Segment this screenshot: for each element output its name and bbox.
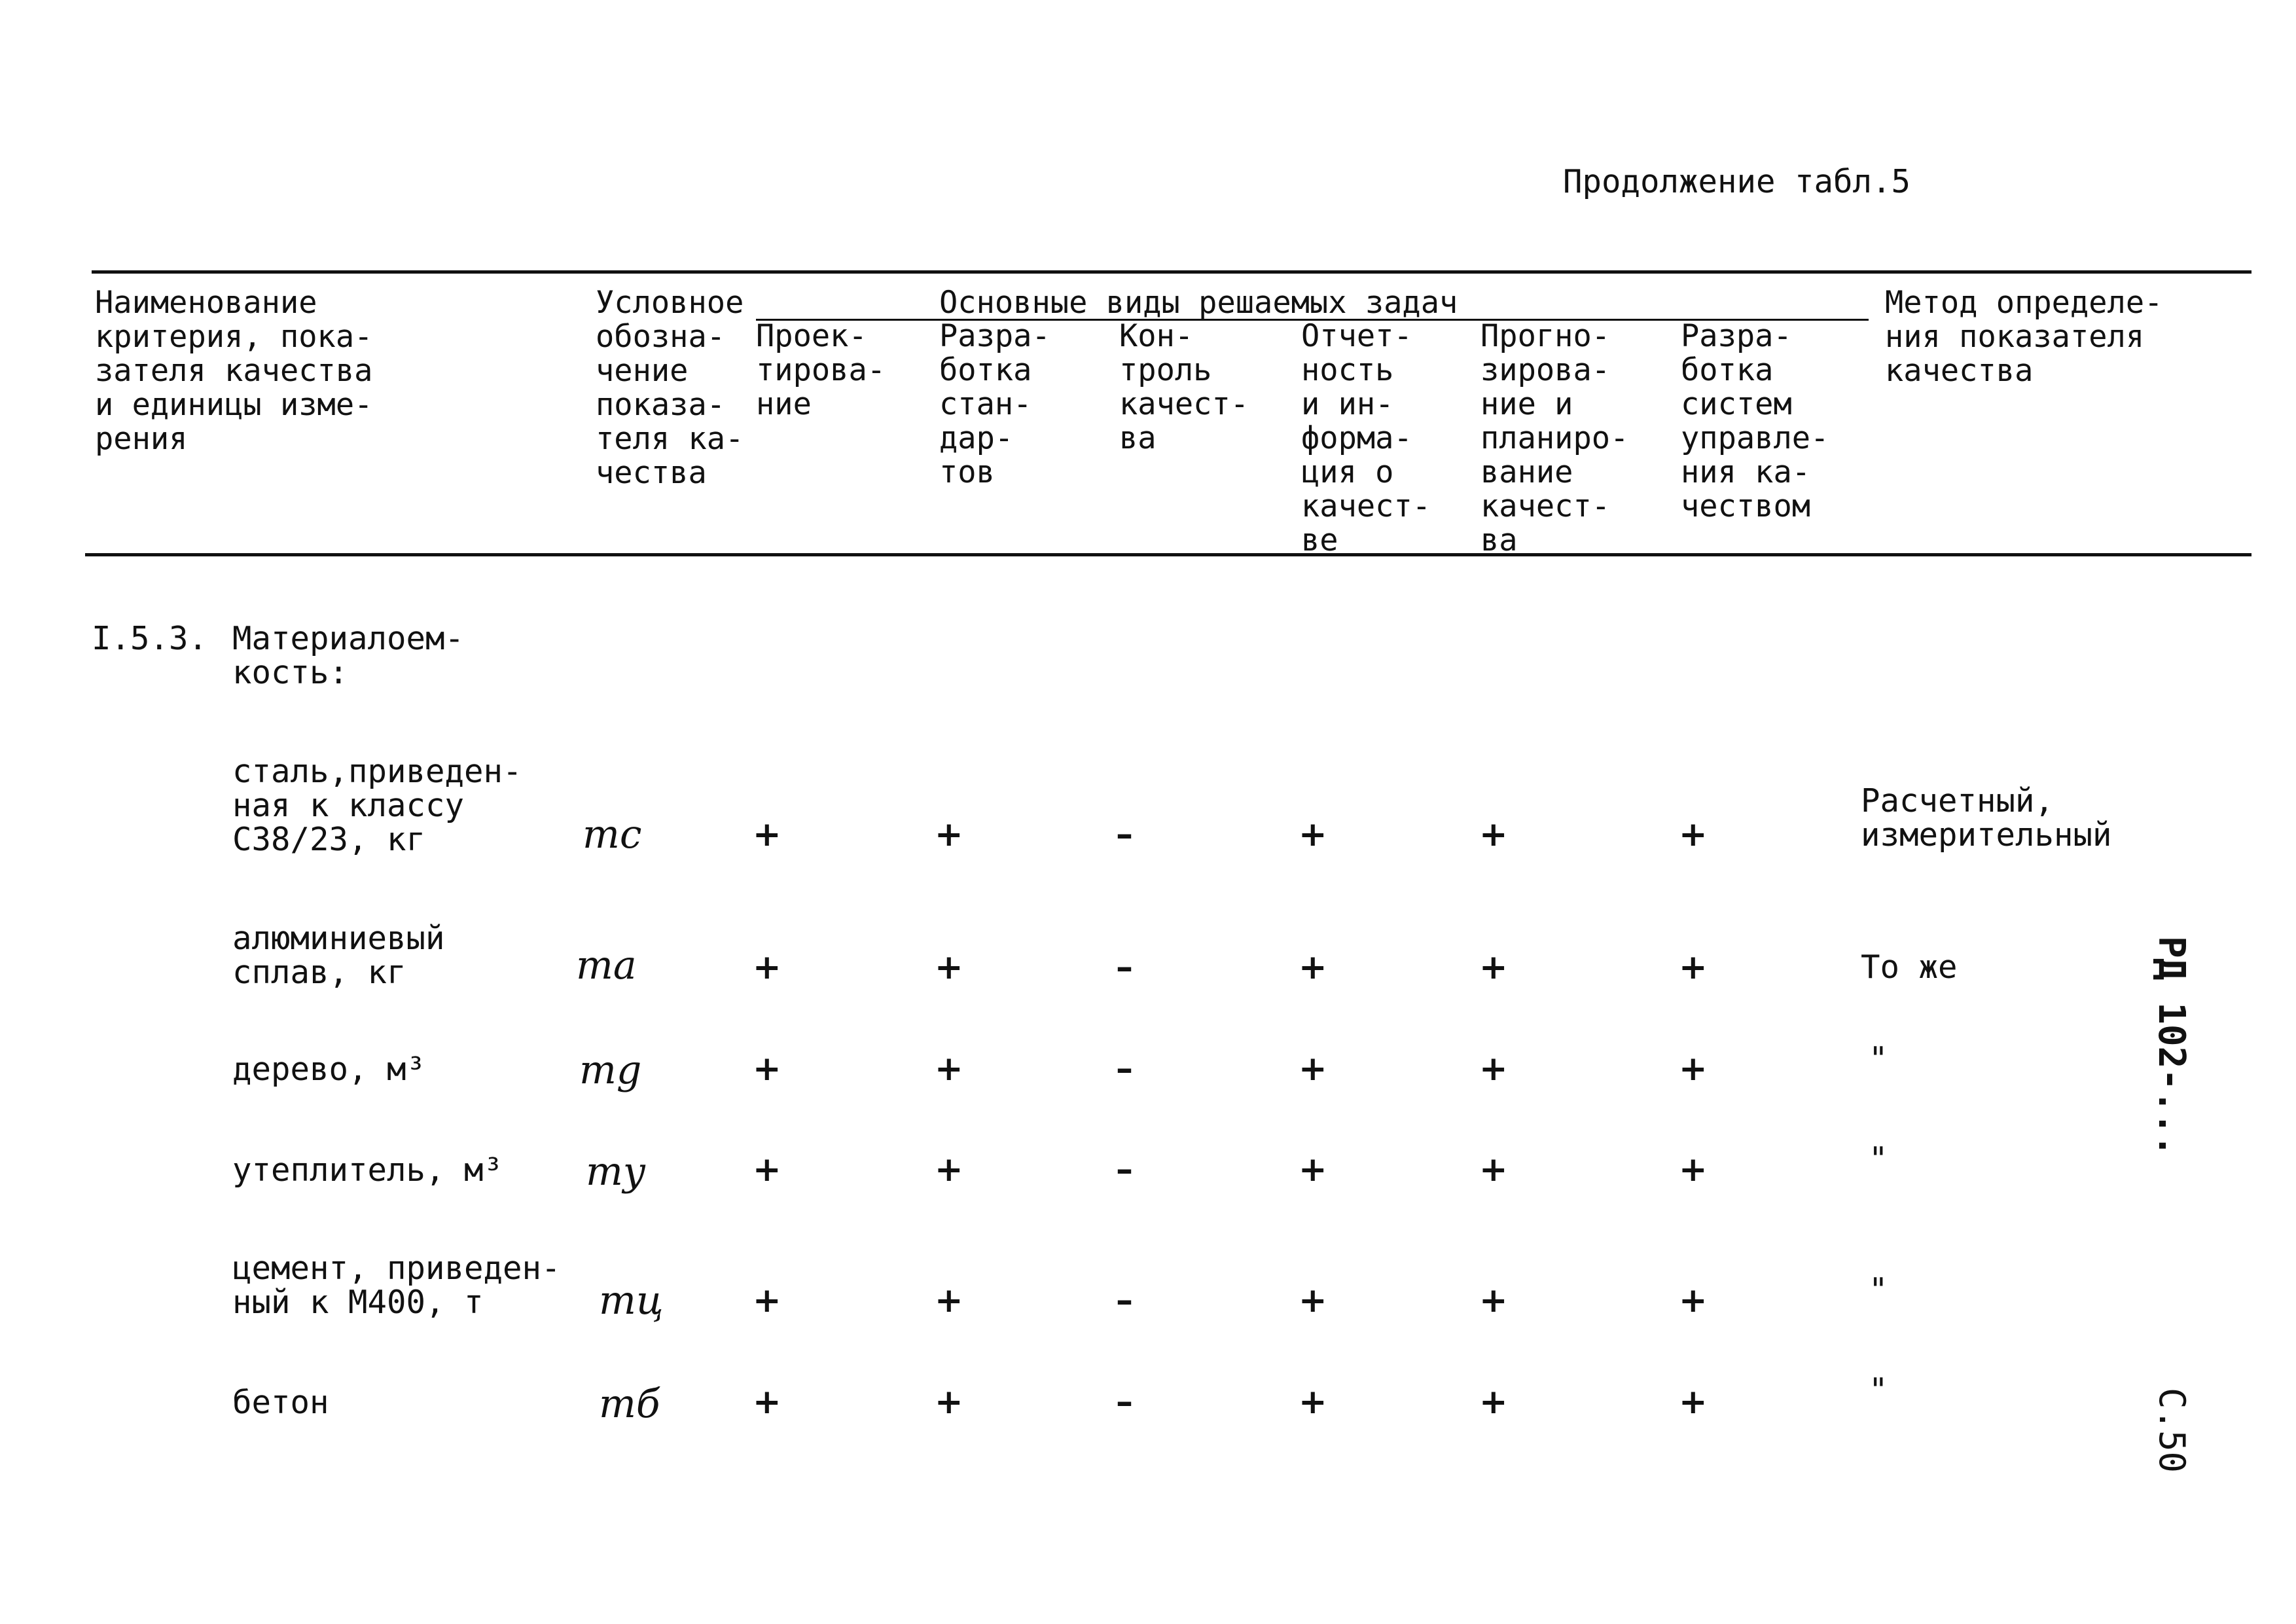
row-symbol: mц — [599, 1278, 664, 1324]
header-task-control: Кон- троль качест- ва — [1119, 318, 1249, 456]
header-top-rule — [92, 270, 2251, 274]
row-symbol: mg — [579, 1047, 642, 1093]
mark-forecasting: + — [1479, 948, 1508, 987]
mark-control: – — [1116, 1281, 1133, 1320]
header-method-column: Метод определе- ния показателя качества — [1885, 285, 2163, 389]
document-code-vertical — [2150, 936, 2232, 1165]
mark-reporting: + — [1299, 1382, 1327, 1422]
table-caption: Продолжение табл.5 — [1563, 163, 1911, 200]
mark-management: + — [1679, 1382, 1708, 1422]
row-name: алюминиевый сплав, кг — [232, 920, 445, 991]
mark-design: + — [753, 1049, 781, 1089]
row-name: бетон — [232, 1384, 329, 1421]
row-name: дерево, м³ — [232, 1051, 426, 1088]
mark-management: + — [1679, 1281, 1708, 1320]
mark-control: – — [1116, 1150, 1133, 1189]
row-method: " — [1869, 1140, 1888, 1178]
row-name: сталь,приведен- ная к классу С38/23, кг — [232, 753, 522, 858]
mark-standards: + — [935, 1150, 963, 1189]
page-number: С.50 — [2151, 1388, 2193, 1473]
header-name-column: Наименование критерия, пока- зателя качества и единицы изме- рения — [95, 285, 373, 457]
document-code: РД 102-... — [2150, 936, 2193, 1157]
section-number: I.5.3. — [92, 620, 208, 657]
mark-design: + — [753, 1150, 781, 1189]
mark-control: – — [1116, 948, 1133, 987]
mark-design: + — [753, 1281, 781, 1320]
mark-forecasting: + — [1479, 1281, 1508, 1320]
header-symbol-column: Условное обозна- чение показа- теля ка- чества — [596, 285, 744, 491]
mark-design: + — [753, 1382, 781, 1422]
header-tasks-group: Основные виды решаемых задач — [939, 285, 1458, 321]
header-task-management: Разра- ботка систем управле- ния ка- чеством — [1681, 318, 1829, 524]
mark-standards: + — [935, 1382, 963, 1422]
mark-reporting: + — [1299, 1281, 1327, 1320]
mark-standards: + — [935, 1049, 963, 1089]
row-name: цемент, приведен- ный к М400, т — [232, 1250, 561, 1321]
mark-management: + — [1679, 815, 1708, 854]
row-method: " — [1869, 1040, 1888, 1077]
mark-forecasting: + — [1479, 1049, 1508, 1089]
header-task-design: Проек- тирова- ние — [756, 318, 886, 422]
row-method: Расчетный, измерительный — [1861, 782, 2112, 854]
mark-reporting: + — [1299, 1049, 1327, 1089]
mark-forecasting: + — [1479, 1150, 1508, 1189]
mark-reporting: + — [1299, 815, 1327, 854]
mark-reporting: + — [1299, 948, 1327, 987]
mark-standards: + — [935, 948, 963, 987]
mark-reporting: + — [1299, 1150, 1327, 1189]
header-bottom-rule — [85, 553, 2251, 556]
mark-standards: + — [935, 815, 963, 854]
mark-control: – — [1116, 1382, 1133, 1422]
mark-management: + — [1679, 1150, 1708, 1189]
mark-forecasting: + — [1479, 815, 1508, 854]
mark-design: + — [753, 948, 781, 987]
header-task-forecasting: Прогно- зирова- ние и планиро- вание качест- ва — [1480, 318, 1629, 558]
mark-control: – — [1116, 815, 1133, 854]
page-number-vertical — [2153, 1388, 2232, 1492]
mark-control: – — [1116, 1049, 1133, 1089]
row-method: То же — [1861, 948, 1958, 986]
section-title: Материалоем- кость: — [232, 620, 465, 691]
row-symbol: my — [586, 1149, 645, 1195]
row-name: утеплитель, м³ — [232, 1151, 503, 1189]
row-symbol: mб — [599, 1381, 660, 1427]
row-method: " — [1869, 1371, 1888, 1409]
mark-standards: + — [935, 1281, 963, 1320]
row-symbol: mc — [583, 812, 642, 857]
mark-forecasting: + — [1479, 1382, 1508, 1422]
row-method: " — [1869, 1271, 1888, 1308]
header-task-reporting: Отчет- ность и ин- форма- ция о качест- ве — [1301, 318, 1431, 558]
mark-management: + — [1679, 1049, 1708, 1089]
mark-management: + — [1679, 948, 1708, 987]
mark-design: + — [753, 815, 781, 854]
header-task-standards: Разра- ботка стан- дар- тов — [939, 318, 1050, 490]
row-symbol: ma — [576, 943, 637, 988]
